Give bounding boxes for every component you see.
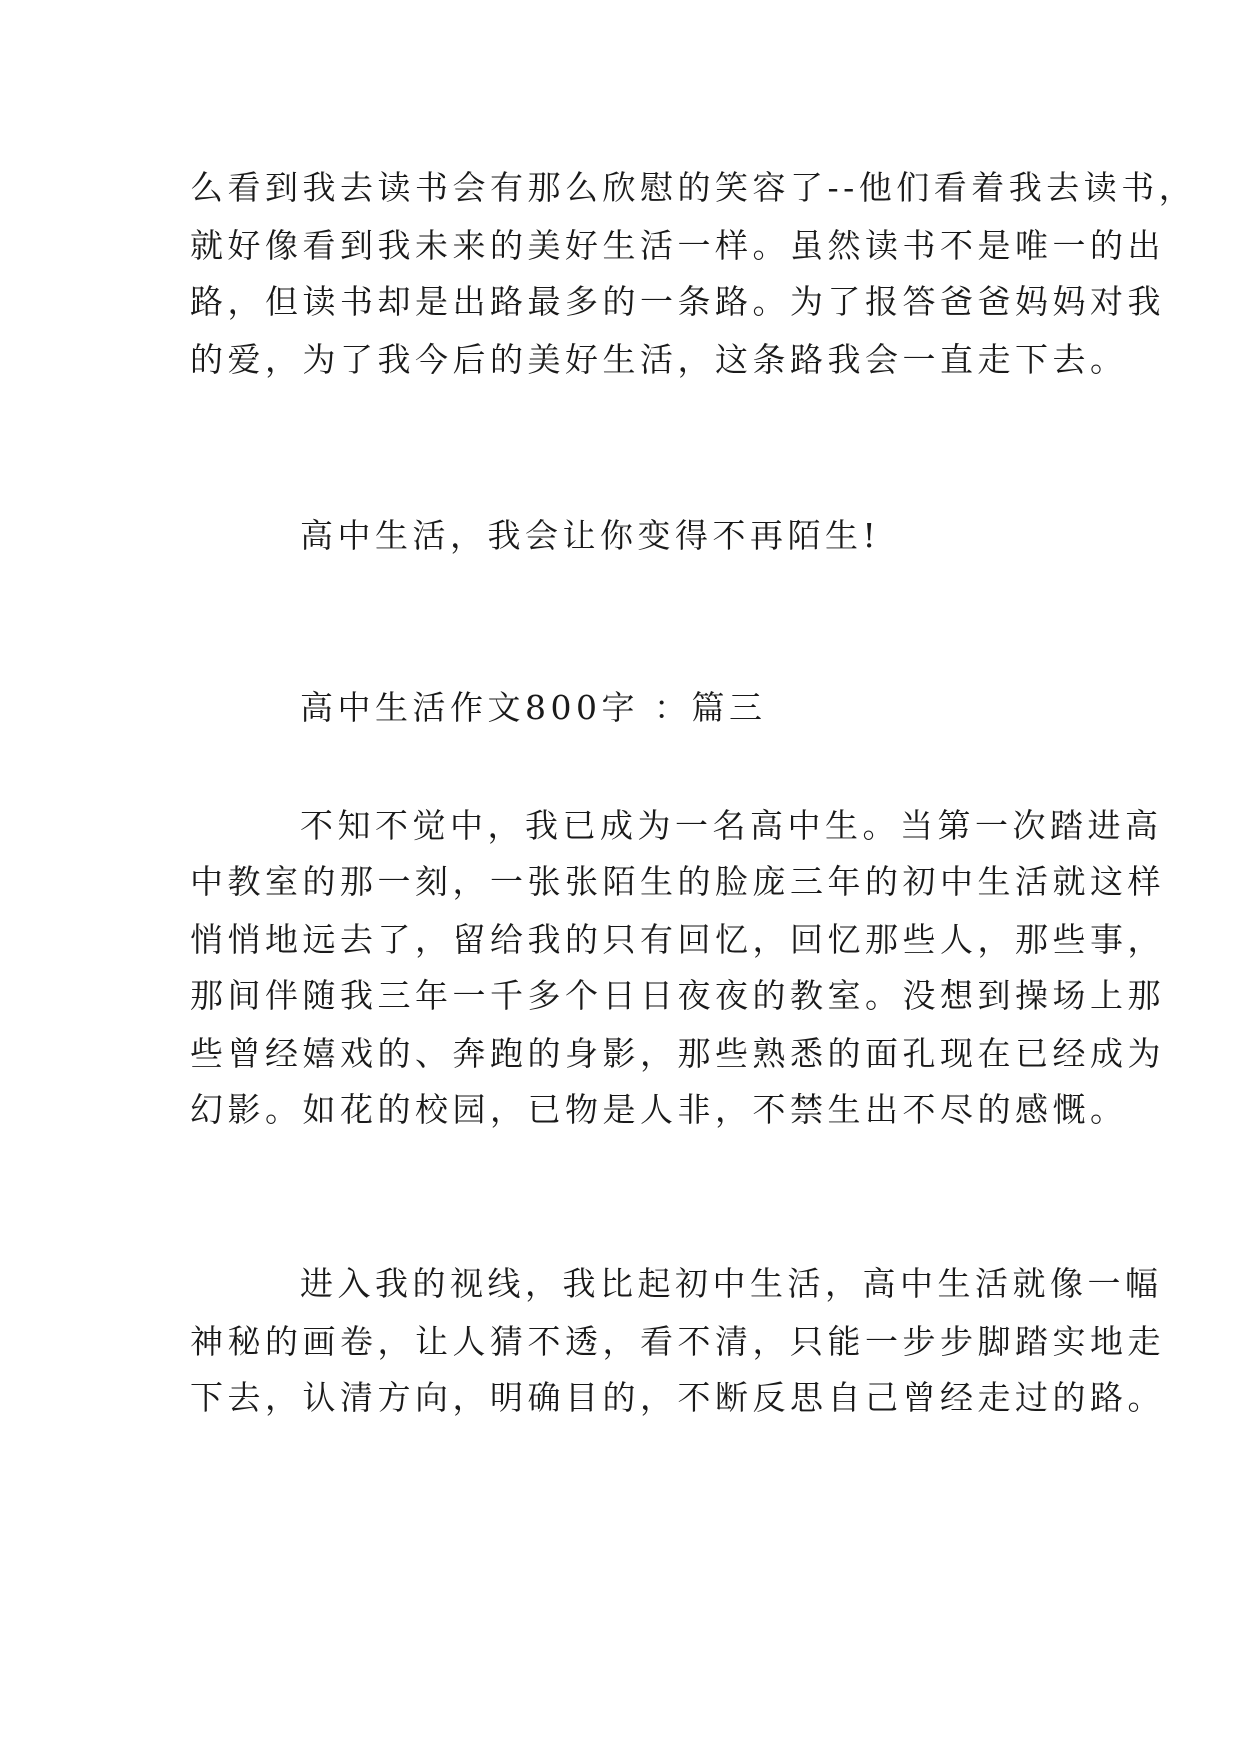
section-title: 高中生活作文800字 ：篇三 bbox=[300, 688, 767, 727]
text-line: 么看到我去读书会有那么欣慰的笑容了--他们看着我去读书， bbox=[190, 168, 1197, 207]
text-line: 悄悄地远去了，留给我的只有回忆，回忆那些人，那些事， bbox=[190, 920, 1165, 959]
text-line: 路，但读书却是出路最多的一条路。为了报答爸爸妈妈对我 bbox=[190, 282, 1165, 321]
text-line: 那间伴随我三年一千多个日日夜夜的教室。没想到操场上那 bbox=[190, 976, 1165, 1015]
text-line: 下去，认清方向，明确目的，不断反思自己曾经走过的路。 bbox=[190, 1378, 1165, 1417]
text-line: 的爱，为了我今后的美好生活，这条路我会一直走下去。 bbox=[190, 340, 1128, 379]
text-line: 进入我的视线，我比起初中生活，高中生活就像一幅 bbox=[300, 1264, 1163, 1303]
text-line: 就好像看到我未来的美好生活一样。虽然读书不是唯一的出 bbox=[190, 226, 1165, 265]
closing-line: 高中生活，我会让你变得不再陌生! bbox=[300, 516, 881, 555]
text-line: 神秘的画卷，让人猜不透，看不清，只能一步步脚踏实地走 bbox=[190, 1322, 1165, 1361]
text-line: 些曾经嬉戏的、奔跑的身影，那些熟悉的面孔现在已经成为 bbox=[190, 1034, 1165, 1073]
text-line: 中教室的那一刻，一张张陌生的脸庞三年的初中生活就这样 bbox=[190, 862, 1165, 901]
text-line: 幻影。如花的校园，已物是人非，不禁生出不尽的感慨。 bbox=[190, 1090, 1128, 1129]
text-line: 不知不觉中，我已成为一名高中生。当第一次踏进高 bbox=[300, 806, 1163, 845]
